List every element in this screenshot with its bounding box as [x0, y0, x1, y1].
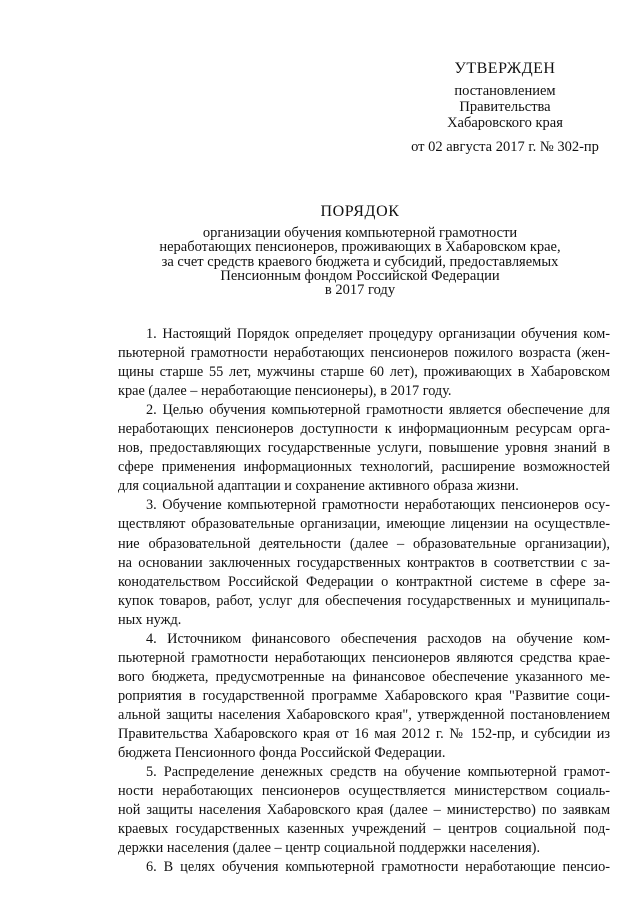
paragraph-1-line: 1. Настоящий Порядок определяет процедуру организации обучения ком- [146, 326, 610, 342]
document-subtitle-line: неработающих пенсионеров, проживающих в Хабаровском крае, [159, 239, 561, 256]
approval-date-line: от 02 августа 2017 г. № 302-пр [411, 139, 599, 155]
document-title: ПОРЯДОК [320, 203, 400, 220]
document-subtitle-line: Пенсионным фондом Российской Федерации [220, 267, 500, 284]
document-subtitle-line: за счет средств краевого бюджета и субсидий, предоставляемых [161, 253, 559, 270]
approval-line: Хабаровского края [447, 115, 563, 131]
paragraph-2-line: сфере применения информационных технологий, расширение возможностей [118, 459, 610, 476]
paragraph-3-line: конодательством Российской Федерации о контрактной системе в сфере за- [118, 573, 610, 590]
paragraph-3-line: ществляют образовательные организации, имеющие лицензии на осуществле- [118, 516, 610, 533]
paragraph-2-line: неработающих пенсионеров доступности к информационным ресурсам орга- [118, 421, 610, 438]
paragraph-5-line: 5. Распределение денежных средств на обучение компьютерной грамот- [146, 764, 610, 781]
paragraph-3-line: купок товаров, работ, услуг для обеспечения государственных и муниципаль- [118, 592, 610, 609]
paragraph-4-line: 4. Источником финансового обеспечения расходов на обучение ком- [146, 630, 610, 647]
paragraph-3-line: ных нужд. [118, 611, 182, 628]
paragraph-2-line: для социальной адаптации и сохранение активного образа жизни. [118, 478, 519, 495]
approval-line: постановлением [454, 83, 556, 99]
paragraph-4-line: бюджета Пенсионного фонда Российской Федерации. [118, 745, 446, 762]
approval-stamp [400, 61, 610, 155]
paragraph-4-line: роприятия в государственной программе Хабаровского края "Развитие соци- [118, 687, 610, 704]
document-body [118, 325, 610, 877]
paragraph-5-line: краевых государственных казенных учреждений – центров социальной под- [118, 821, 610, 838]
paragraph-1-line: пьютерной грамотности неработающих пенсионеров пожилого возраста (жен- [118, 345, 610, 362]
paragraph-3-line: ние образовательной деятельности (далее – образовательные организации), [118, 535, 610, 552]
document-title-block [100, 205, 620, 297]
approval-heading: УТВЕРЖДЕН [454, 60, 556, 77]
paragraph-4-line: альной защиты населения Хабаровского края", утвержденной постановлением [118, 706, 610, 723]
paragraph-2-line: нов, предоставляющих государственные услуги, повышение уровня знаний в [118, 440, 610, 457]
paragraph-5-line: держки населения (далее – центр социальной поддержки населения). [118, 840, 541, 857]
document-subtitle-line: в 2017 году [324, 282, 396, 299]
paragraph-6-line: 6. В целях обучения компьютерной грамотности неработающие пенсио- [146, 859, 610, 876]
paragraph-5-line: ности неработающих пенсионеров осуществляется министерством социаль- [118, 783, 610, 800]
paragraph-2-line: 2. Целью обучения компьютерной грамотности является обеспечение для [146, 402, 610, 419]
document-subtitle-line: организации обучения компьютерной грамотности [202, 225, 518, 242]
paragraph-4-line: вого бюджета, предусмотренные на финансовое обеспечение указанного ме- [118, 668, 610, 685]
paragraph-3-line: на основании заключенных государственных контрактов в соответствии с за- [118, 554, 610, 571]
paragraph-1-line: щины старше 55 лет, мужчины старше 60 лет), проживающих в Хабаровском [118, 364, 610, 381]
paragraph-3-line: 3. Обучение компьютерной грамотности неработающих пенсионеров осу- [146, 497, 610, 514]
approval-line: Правительства [459, 99, 551, 115]
paragraph-5-line: ной защиты населения Хабаровского края (далее – министерство) по заявкам [118, 802, 610, 819]
paragraph-1-line: крае (далее – неработающие пенсионеры), в 2017 году. [118, 383, 452, 400]
paragraph-4-line: пьютерной грамотности неработающих пенсионеров являются средства крае- [118, 649, 610, 666]
paragraph-4-line: Правительства Хабаровского края от 16 мая 2012 г. № 152-пр, и субсидии из [118, 725, 610, 742]
